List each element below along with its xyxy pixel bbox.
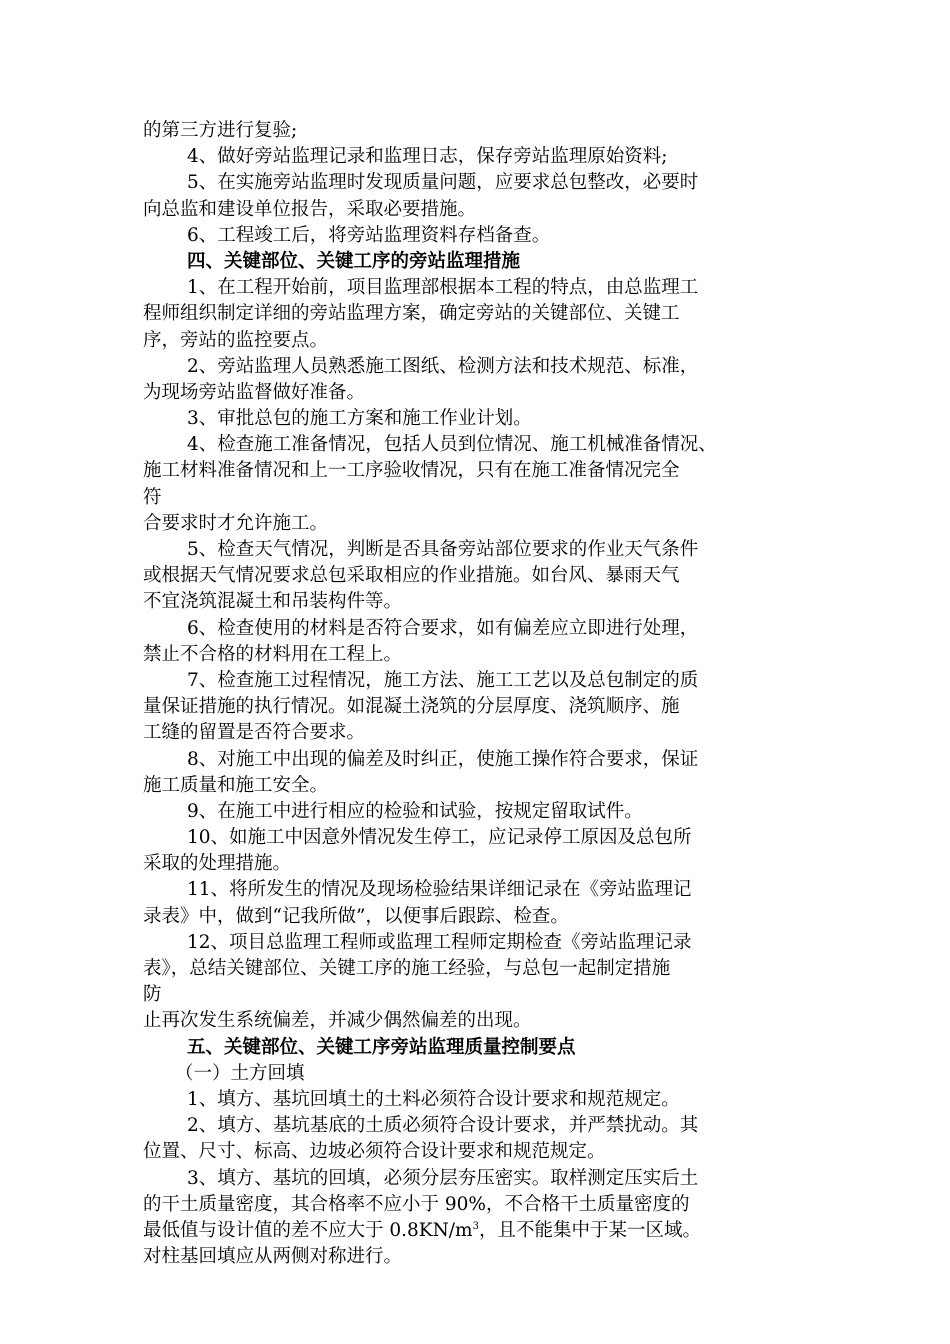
text-line-last: 对柱基回填应从两侧对称进行。 bbox=[143, 1246, 403, 1268]
text-line: 止再次发生系统偏差，并减少偶然偏差的出现。 bbox=[143, 1010, 532, 1032]
text-line: 防 bbox=[143, 984, 162, 1006]
density-text: 最低值与设计值的差不应大于 0.8KN/m bbox=[143, 1219, 473, 1241]
document-body bbox=[143, 118, 813, 1218]
text-line: 禁止不合格的材料用在工程上。 bbox=[143, 643, 403, 665]
section-heading: 五、关键部位、关键工序旁站监理质量控制要点 bbox=[187, 1036, 576, 1058]
text-line: 表》，总结关键部位、关键工序的施工经验，与总包一起制定措施 bbox=[143, 958, 671, 979]
text-line: 3、审批总包的施工方案和施工作业计划。 bbox=[187, 408, 532, 430]
text-line: 6、工程竣工后，将旁站监理资料存档备查。 bbox=[187, 224, 551, 246]
text-line: （一）土方回填 bbox=[175, 1062, 305, 1084]
text-line: 施工材料准备情况和上一工序验收情况，只有在施工准备情况完全 bbox=[143, 460, 680, 482]
text-line: 7、检查施工过程情况，施工方法、施工工艺以及总包制定的质 bbox=[187, 669, 699, 691]
text-line: 8、对施工中出现的偏差及时纠正，使施工操作符合要求，保证 bbox=[187, 748, 699, 770]
text-line: 4、做好旁站监理记录和监理日志，保存旁站监理原始资料; bbox=[187, 146, 668, 168]
text-line: 3、填方、基坑的回填，必须分层夯压密实。取样测定压实后土 bbox=[187, 1167, 699, 1189]
text-line: 的干土质量密度，其合格率不应小于 90%，不合格干土质量密度的 bbox=[143, 1193, 690, 1215]
text-line: 不宜浇筑混凝土和吊装构件等。 bbox=[143, 591, 403, 613]
text-line: 量保证措施的执行情况。如混凝土浇筑的分层厚度、浇筑顺序、施 bbox=[143, 696, 680, 718]
text-line: 采取的处理措施。 bbox=[143, 853, 292, 875]
text-line: 4、检查施工准备情况，包括人员到位情况、施工机械准备情况、 bbox=[187, 434, 717, 456]
density-text-end: ，且不能集中于某一区域。 bbox=[478, 1219, 701, 1241]
text-line: 为现场旁站监督做好准备。 bbox=[143, 381, 366, 403]
text-line: 2、旁站监理人员熟悉施工图纸、检测方法和技术规范、标准， bbox=[187, 355, 699, 377]
text-line: 序，旁站的监控要点。 bbox=[143, 329, 329, 351]
text-line: 或根据天气情况要求总包采取相应的作业措施。如台风、暴雨天气 bbox=[143, 565, 680, 587]
text-line: 录表》中，做到“记我所做”，以便事后跟踪、检查。 bbox=[143, 905, 569, 927]
document-page bbox=[143, 118, 813, 1270]
text-line: 施工质量和施工安全。 bbox=[143, 774, 329, 796]
text-line: 6、检查使用的材料是否符合要求，如有偏差应立即进行处理， bbox=[187, 617, 699, 639]
text-line: 符 bbox=[143, 486, 162, 508]
section-heading: 四、关键部位、关键工序的旁站监理措施 bbox=[187, 250, 521, 272]
text-line: 5、检查天气情况，判断是否具备旁站部位要求的作业天气条件 bbox=[187, 539, 699, 560]
text-line: 2、填方、基坑基底的土质必须符合设计要求，并严禁扰动。其 bbox=[187, 1115, 699, 1137]
text-line: 1、在工程开始前，项目监理部根据本工程的特点，由总监理工 bbox=[187, 277, 699, 299]
text-line: 合要求时才允许施工。 bbox=[143, 512, 329, 534]
text-line: 的第三方进行复验; bbox=[143, 120, 298, 141]
text-line: 1、填方、基坑回填土的土料必须符合设计要求和规范规定。 bbox=[187, 1088, 680, 1110]
text-line: 向总监和建设单位报告，采取必要措施。 bbox=[143, 198, 477, 220]
text-line: 11、将所发生的情况及现场检验结果详细记录在《旁站监理记 bbox=[187, 879, 692, 901]
text-line: 10、如施工中因意外情况发生停工，应记录停工原因及总包所 bbox=[187, 827, 692, 849]
text-line: 5、在实施旁站监理时发现质量问题，应要求总包整改，必要时 bbox=[187, 172, 699, 194]
superscript-3: 3 bbox=[472, 1220, 479, 1232]
text-line: 工缝的留置是否符合要求。 bbox=[143, 722, 366, 744]
text-line: 12、项目总监理工程师或监理工程师定期检查《旁站监理记录 bbox=[187, 931, 692, 953]
text-line: 程师组织制定详细的旁站监理方案，确定旁站的关键部位、关键工 bbox=[143, 303, 680, 325]
text-line: 9、在施工中进行相应的检验和试验，按规定留取试件。 bbox=[187, 800, 643, 822]
text-line-density bbox=[143, 1218, 813, 1244]
text-line: 位置、尺寸、标高、边坡必须符合设计要求和规范规定。 bbox=[143, 1141, 606, 1163]
